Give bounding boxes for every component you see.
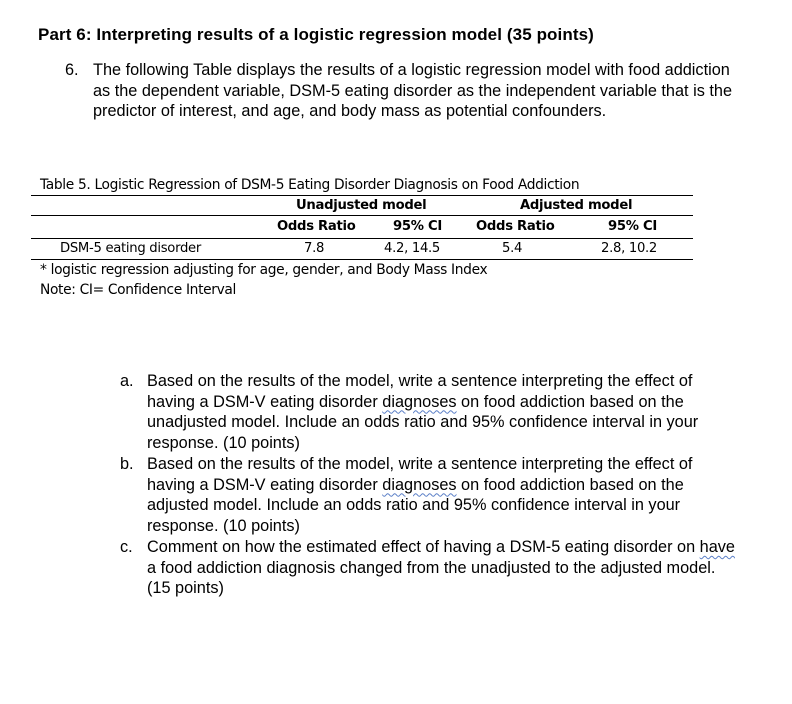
table-footnote: * logistic regression adjusting for age, gender, and Body Mass Index <box>40 262 488 278</box>
part-title: Part 6: Interpreting results of a logistic regression model (35 points) <box>38 25 594 44</box>
column-header-rule <box>31 238 693 239</box>
spellcheck-word: have <box>699 538 735 556</box>
subquestion-text: Based on the results of the model, write a sentence interpreting the effect of having a DSM-V eating disorder diagnoses on food addiction based on the unadjusted model. Include an odds ratio and 95% confidence interval in your response. (10 points) <box>147 372 699 452</box>
group-header-adjusted: Adjusted model <box>520 198 633 213</box>
spellcheck-word: diagnoses <box>382 475 457 494</box>
col-header-or-adj: Odds Ratio <box>476 219 555 234</box>
row-ci-unadj: 4.2, 14.5 <box>384 241 441 256</box>
subquestion-label: a. <box>120 372 134 390</box>
subquestion-label: c. <box>120 538 133 556</box>
row-or-unadj: 7.8 <box>304 241 325 256</box>
subquestion-a <box>120 371 740 453</box>
col-header-or-unadj: Odds Ratio <box>277 219 356 234</box>
table-caption: Table 5. Logistic Regression of DSM-5 Eating Disorder Diagnosis on Food Addiction <box>40 177 580 193</box>
subquestion-text: Based on the results of the model, write a sentence interpreting the effect of having a DSM-V eating disorder diagnoses on food addiction based on the adjusted model. Include an odds ratio and 95% confidence interval in your response. (10 points) <box>147 455 693 535</box>
table-note: Note: CI= Confidence Interval <box>40 282 236 298</box>
col-header-ci-adj: 95% CI <box>608 219 657 234</box>
table-top-rule <box>31 195 693 196</box>
question-6 <box>65 60 745 122</box>
row-or-adj: 5.4 <box>502 241 523 256</box>
group-header-rule <box>31 215 693 216</box>
subquestion-text: Comment on how the estimated effect of having a DSM-5 eating disorder on have a food addiction diagnosis changed from the unadjusted to the adjusted model. (15 points) <box>147 538 735 598</box>
row-label: DSM-5 eating disorder <box>60 241 201 256</box>
group-header-unadjusted: Unadjusted model <box>296 198 427 213</box>
col-header-ci-unadj: 95% CI <box>393 219 442 234</box>
subquestion-b <box>120 454 740 536</box>
subquestion-c <box>120 537 740 599</box>
spellcheck-word: diagnoses <box>382 392 457 411</box>
table-bottom-rule <box>31 259 693 260</box>
row-ci-adj: 2.8, 10.2 <box>601 241 658 256</box>
question-text: The following Table displays the results of a logistic regression model with food addiction as the dependent variable, DSM-5 eating disorder as the independent variable that is the predictor of interest, and age, and body mass as potential confounders. <box>93 61 732 121</box>
subquestion-label: b. <box>120 455 134 473</box>
question-number: 6. <box>65 61 79 79</box>
